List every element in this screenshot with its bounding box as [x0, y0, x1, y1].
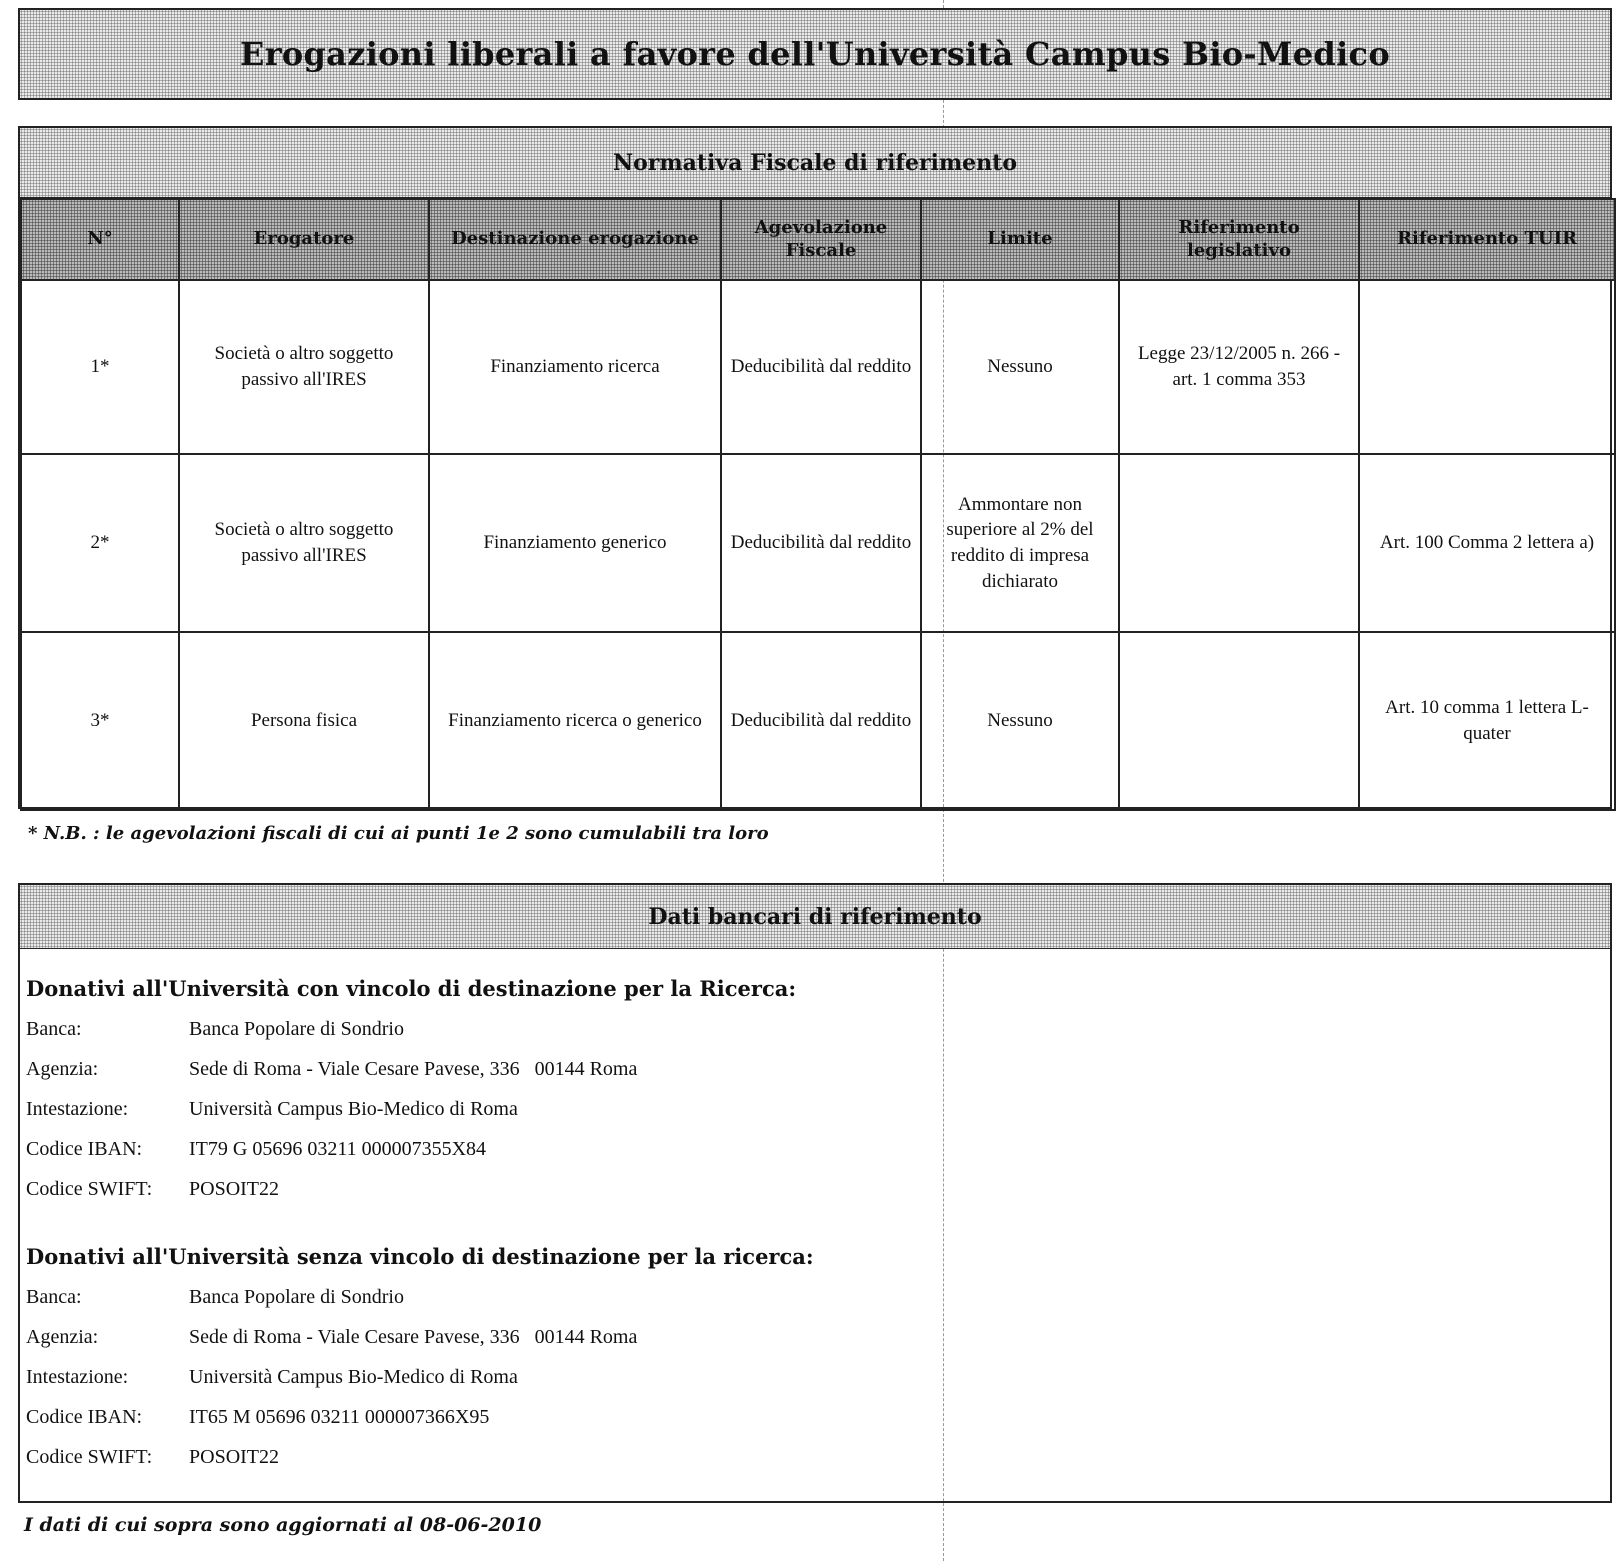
- field-value: Sede di Roma - Viale Cesare Pavese, 336 00144 Roma: [189, 1326, 638, 1348]
- bank-row-intestazione: [26, 1357, 1610, 1397]
- col-header-erogatore: Erogatore: [179, 199, 429, 280]
- cell-riferimento-legislativo: [1119, 454, 1359, 632]
- bank-row-iban: [26, 1129, 1610, 1169]
- bank-row-banca: [26, 1009, 1610, 1049]
- swift-value: POSOIT22: [189, 1446, 280, 1468]
- col-header-numero: N°: [21, 199, 179, 280]
- col-header-riferimento-legislativo: Riferimento legislativo: [1119, 199, 1359, 280]
- bank-block-generic: [20, 1237, 1610, 1477]
- cell-agevolazione: Deducibilità dal reddito: [721, 454, 921, 632]
- field-label: Codice IBAN:: [26, 1406, 143, 1428]
- cell-riferimento-legislativo: [1119, 632, 1359, 810]
- bank-row-agenzia: [26, 1317, 1610, 1357]
- col-header-riferimento-tuir: Riferimento TUIR: [1359, 199, 1615, 280]
- footnote: * N.B. : le agevolazioni fiscali di cui ai punti 1e 2 sono cumulabili tra loro: [28, 823, 769, 844]
- field-label: Banca:: [26, 1286, 82, 1308]
- cell-riferimento-legislativo: Legge 23/12/2005 n. 266 - art. 1 comma 353: [1119, 280, 1359, 454]
- normativa-heading: Normativa Fiscale di riferimento: [20, 128, 1610, 198]
- bank-block-research: [20, 969, 1610, 1209]
- bank-row-iban: [26, 1397, 1610, 1437]
- col-header-agevolazione: Agevolazione Fiscale: [721, 199, 921, 280]
- bank-row-agenzia: [26, 1049, 1610, 1089]
- bank-row-swift: [26, 1169, 1610, 1209]
- bank-row-intestazione: [26, 1089, 1610, 1129]
- cell-limite: Nessuno: [921, 632, 1119, 810]
- cell-numero: 2*: [21, 454, 179, 632]
- cell-destinazione: Finanziamento ricerca: [429, 280, 721, 454]
- cell-limite: Ammontare non superiore al 2% del reddito di impresa dichiarato: [921, 454, 1119, 632]
- cell-erogatore: Società o altro soggetto passivo all'IRES: [179, 454, 429, 632]
- cell-destinazione: Finanziamento ricerca o generico: [429, 632, 721, 810]
- normativa-table: [20, 198, 1616, 811]
- bank-row-swift: [26, 1437, 1610, 1477]
- field-label: Codice SWIFT:: [26, 1178, 153, 1200]
- col-header-limite: Limite: [921, 199, 1119, 280]
- update-date-note: I dati di cui sopra sono aggiornati al 08-06-2010: [24, 1514, 542, 1536]
- cell-erogatore: Società o altro soggetto passivo all'IRES: [179, 280, 429, 454]
- field-value: Banca Popolare di Sondrio: [189, 1018, 404, 1040]
- field-label: Agenzia:: [26, 1326, 99, 1348]
- cell-riferimento-tuir: [1359, 280, 1615, 454]
- bank-section: [18, 883, 1612, 1503]
- bank-block-title: Donativi all'Università con vincolo di destinazione per la Ricerca:: [26, 976, 797, 1001]
- bank-block-title: Donativi all'Università senza vincolo di destinazione per la ricerca:: [26, 1244, 814, 1269]
- field-value: Sede di Roma - Viale Cesare Pavese, 336 00144 Roma: [189, 1058, 638, 1080]
- table-row: [21, 632, 1615, 810]
- field-value: Università Campus Bio-Medico di Roma: [189, 1098, 518, 1120]
- table-row: [21, 280, 1615, 454]
- cell-destinazione: Finanziamento generico: [429, 454, 721, 632]
- swift-value: POSOIT22: [189, 1178, 280, 1200]
- bank-heading: Dati bancari di riferimento: [20, 885, 1610, 949]
- cell-agevolazione: Deducibilità dal reddito: [721, 280, 921, 454]
- cell-numero: 1*: [21, 280, 179, 454]
- field-label: Intestazione:: [26, 1366, 129, 1388]
- table-header-row: [21, 199, 1615, 280]
- cell-riferimento-tuir: Art. 100 Comma 2 lettera a): [1359, 454, 1615, 632]
- field-label: Agenzia:: [26, 1058, 99, 1080]
- iban-value: IT79 G 05696 03211 000007355X84: [189, 1138, 487, 1160]
- field-label: Intestazione:: [26, 1098, 129, 1120]
- field-value: Banca Popolare di Sondrio: [189, 1286, 404, 1308]
- cell-limite: Nessuno: [921, 280, 1119, 454]
- table-row: [21, 454, 1615, 632]
- cell-riferimento-tuir: Art. 10 comma 1 lettera L-quater: [1359, 632, 1615, 810]
- cell-agevolazione: Deducibilità dal reddito: [721, 632, 921, 810]
- field-label: Codice SWIFT:: [26, 1446, 153, 1468]
- bank-row-banca: [26, 1277, 1610, 1317]
- iban-value: IT65 M 05696 03211 000007366X95: [189, 1406, 490, 1428]
- document-title-box: [18, 8, 1612, 100]
- normativa-section: [18, 126, 1612, 809]
- field-label: Codice IBAN:: [26, 1138, 143, 1160]
- document-title: Erogazioni liberali a favore dell'Università Campus Bio-Medico: [240, 35, 1390, 73]
- col-header-destinazione: Destinazione erogazione: [429, 199, 721, 280]
- cell-erogatore: Persona fisica: [179, 632, 429, 810]
- field-value: Università Campus Bio-Medico di Roma: [189, 1366, 518, 1388]
- field-label: Banca:: [26, 1018, 82, 1040]
- cell-numero: 3*: [21, 632, 179, 810]
